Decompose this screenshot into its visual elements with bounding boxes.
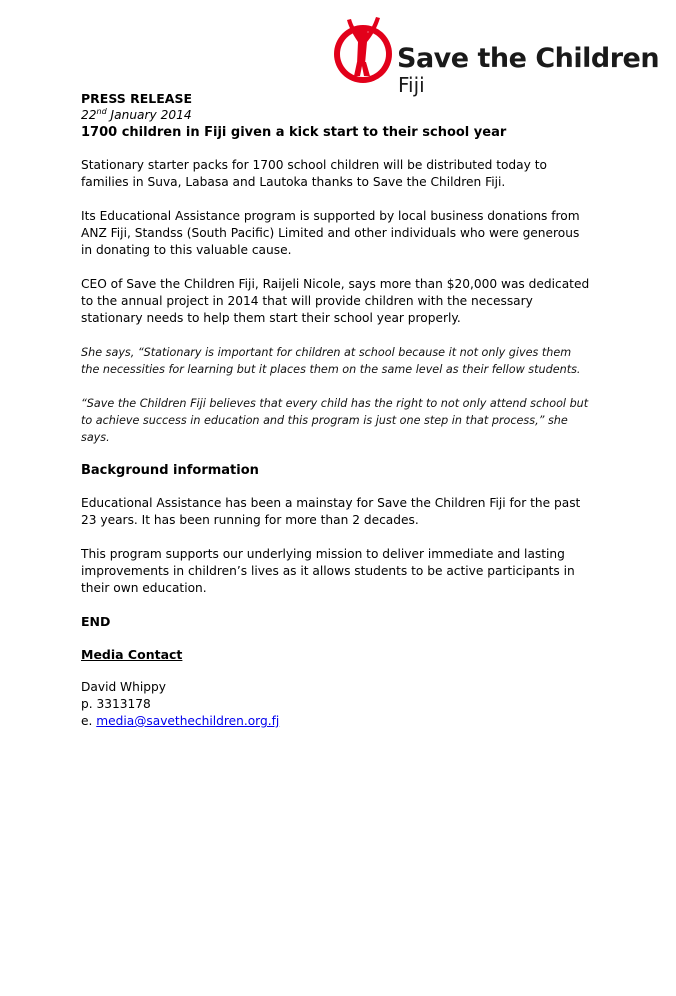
contact-email-link[interactable]: media@savethechildren.org.fj: [96, 714, 280, 728]
contact-email-line: [81, 713, 591, 730]
end-marker: END: [81, 614, 111, 629]
release-date: [81, 107, 591, 124]
quote-paragraph: “Save the Children Fiji believes that every child has the right to not only attend school but to achieve success in education and this program is just one step in that process,” she says.: [81, 397, 589, 444]
date-day: 22: [81, 108, 97, 122]
press-release-body: [81, 90, 591, 730]
contact-phone: p. 3313178: [81, 697, 151, 711]
organization-name: Save the Children: [397, 43, 660, 74]
contact-name: David Whippy: [81, 680, 166, 694]
body-paragraph: Its Educational Assistance program is supported by local business donations from ANZ Fiji, Standss (South Pacific) Limited and other individuals who were generous in donating to this valuable cause.: [81, 209, 580, 257]
contact-details: [81, 679, 591, 730]
media-contact-heading: Media Contact: [81, 647, 183, 662]
date-rest: January 2014: [106, 108, 192, 122]
contact-email-prefix: e.: [81, 714, 97, 728]
body-paragraph: CEO of Save the Children Fiji, Raijeli Nicole, says more than $20,000 was dedicated to the annual project in 2014 that will provide children with the necessary stationary needs to help them start their school year properly.: [81, 277, 590, 325]
date-suffix: nd: [96, 106, 107, 116]
background-heading: Background information: [81, 463, 259, 478]
quote-paragraph: She says, “Stationary is important for children at school because it not only gives them the necessities for learning but it places them on the same level as their fellow students.: [81, 346, 581, 376]
background-paragraph: This program supports our underlying mission to deliver immediate and lasting improvements in children’s lives as it allows students to be active participants in their own education.: [81, 547, 575, 595]
body-paragraph: Stationary starter packs for 1700 school children will be distributed today to families in Suva, Labasa and Lautoka thanks to Save the Children Fiji.: [81, 158, 547, 189]
background-paragraph: Educational Assistance has been a mainstay for Save the Children Fiji for the past 23 years. It has been running for more than 2 decades.: [81, 496, 581, 527]
child-emblem-icon: [327, 14, 395, 86]
organization-country: Fiji: [398, 73, 425, 97]
headline: 1700 children in Fiji given a kick start to their school year: [81, 125, 507, 140]
document-type-label: PRESS RELEASE: [81, 91, 193, 106]
